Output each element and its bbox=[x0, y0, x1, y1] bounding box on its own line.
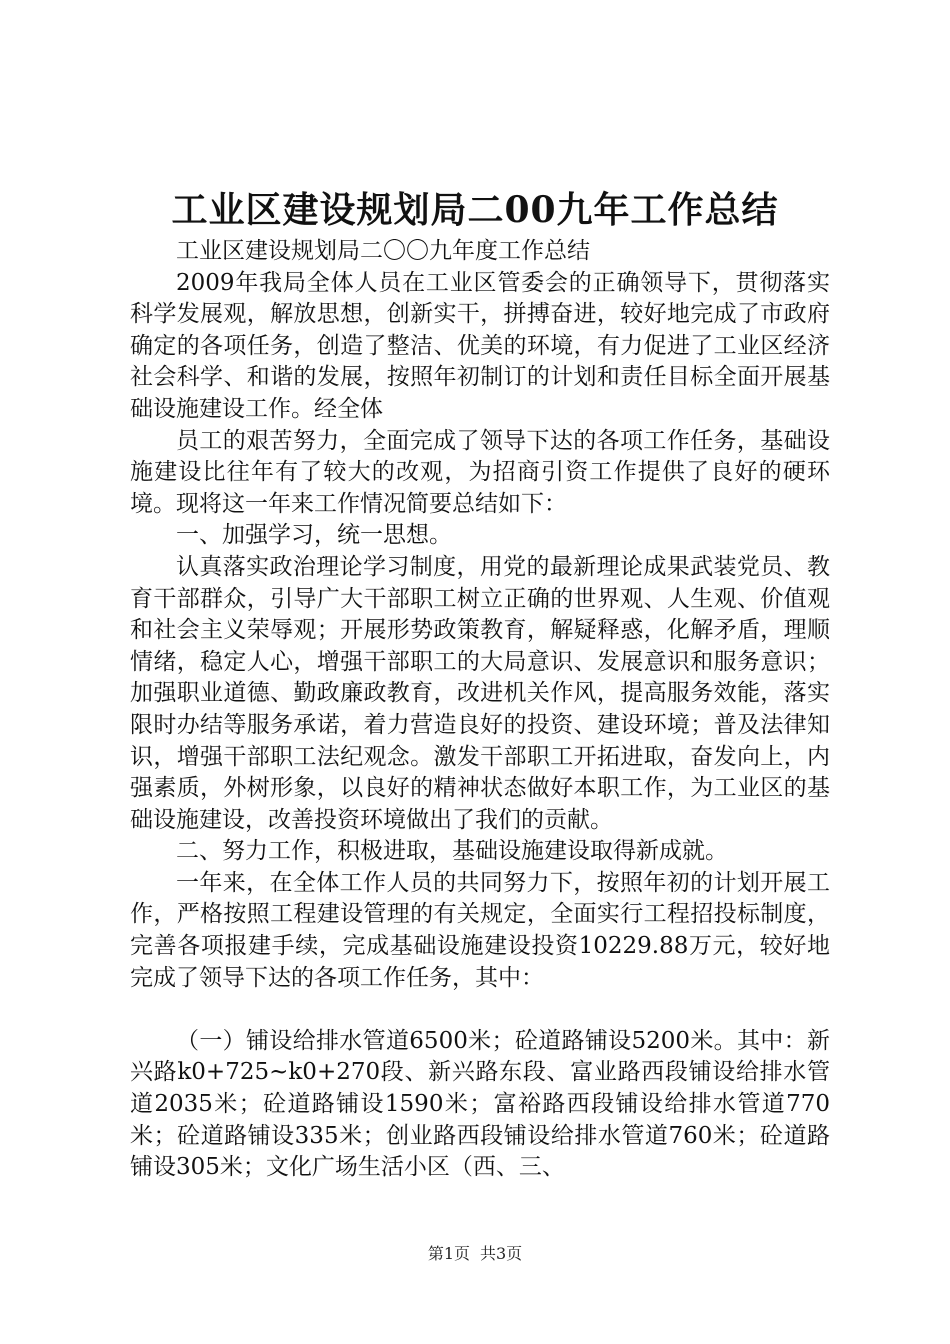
document-body bbox=[130, 236, 830, 1184]
paragraph-intro-continued: 员工的艰苦努力，全面完成了领导下达的各项工作任务，基础设施建设比往年有了较大的改观，为招商引资工作提供了良好的硬环境。现将这一年来工作情况简要总结如下： bbox=[130, 427, 830, 517]
paragraph-study: 认真落实政治理论学习制度，用党的最新理论成果武装党员、教育干部群众，引导广大干部职工树立正确的世界观、人生观、价值观和社会主义荣辱观；开展形势政策教育，解疑释惑，化解矛盾，理顺情绪，稳定人心，增强干部职工的大局意识、发展意识和服务意识；加强职业道德、勤政廉政教育，改进机关作风，提高服务效能，落实限时办结等服务承诺，着力营造良好的投资、建设环境；普及法律知识，增强干部职工法纪观念。激发干部职工开拓进取，奋发向上，内强素质，外树形象，以良好的精神状态做好本职工作，为工业区的基础设施建设，改善投资环境做出了我们的贡献。 bbox=[130, 553, 830, 833]
section-heading-1: 一、加强学习，统一思想。 bbox=[176, 522, 452, 549]
paragraph-achievements: 一年来，在全体工作人员的共同努力下，按照年初的计划开展工作，严格按照工程建设管理的有关规定，全面实行工程招投标制度，完善各项报建手续，完成基础设施建设投资10229.88万元，较好地完成了领导下达的各项工作任务，其中： bbox=[130, 869, 830, 991]
page-footer bbox=[0, 1243, 950, 1265]
paragraph-item-1: （一）铺设给排水管道6500米；砼道路铺设5200米。其中：新兴路k0+725~k0+270段、新兴路东段、富业路西段铺设给排水管道2035米；砼道路铺设1590米；富裕路西段铺设给排水管道770米；砼道路铺设335米；创业路西段铺设给排水管道760米；砼道路铺设305米；文化广场生活小区（西、三、 bbox=[130, 1027, 830, 1181]
page-total: 共3页 bbox=[480, 1244, 523, 1263]
paragraph-intro: 2009年我局全体人员在工业区管委会的正确领导下，贯彻落实科学发展观，解放思想，创新实干，拼搏奋进，较好地完成了市政府确定的各项任务，创造了整洁、优美的环境，有力促进了工业区经济社会科学、和谐的发展，按照年初制订的计划和责任目标全面开展基础设施建设工作。经全体 bbox=[130, 269, 830, 422]
document-title: 工业区建设规划局二00九年工作总结 bbox=[171, 189, 779, 231]
paragraph-subtitle: 工业区建设规划局二〇〇九年度工作总结 bbox=[176, 238, 590, 264]
page-number: 第1页 bbox=[427, 1244, 470, 1263]
section-heading-2: 二、努力工作，积极进取，基础设施建设取得新成就。 bbox=[176, 838, 728, 865]
